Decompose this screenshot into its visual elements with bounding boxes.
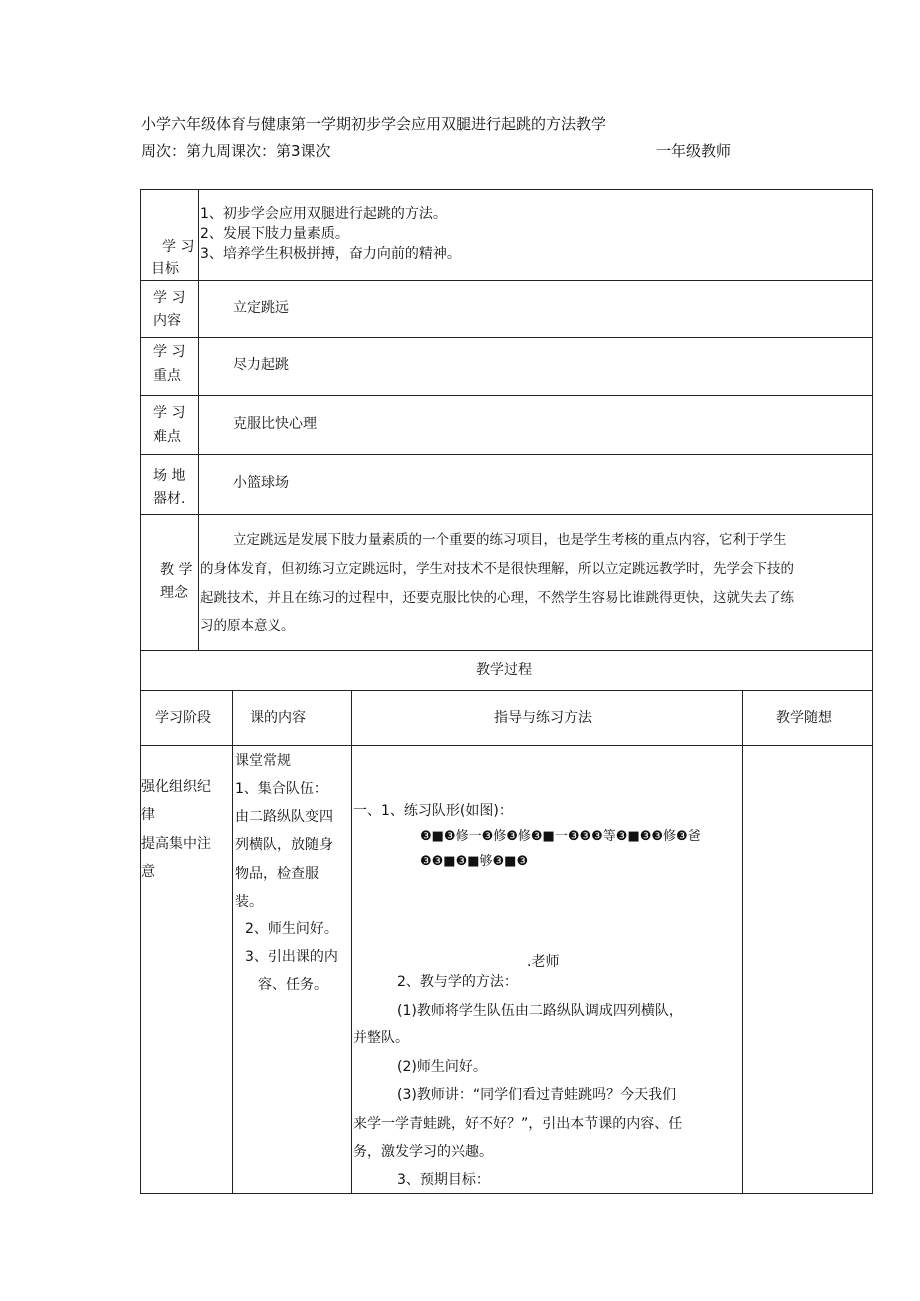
document-title: 小学六年级体育与健康第一学期初步学会应用双腿进行起跳的方法教学 bbox=[141, 115, 607, 133]
content-line: 容、任务。 bbox=[258, 977, 328, 993]
week-info: 周次：第九周课次：第3课次 bbox=[141, 142, 331, 160]
philosophy-line: 立定跳远是发展下肢力量素质的一个重要的练习项目，也是学生考核的重点内容，它利于学生 bbox=[233, 532, 787, 548]
content-line: 物品，检查服 bbox=[235, 866, 319, 882]
teacher-label: 一年级教师 bbox=[656, 142, 732, 160]
difficulty-value: 克服比快心理 bbox=[233, 416, 317, 432]
content-line: 装。 bbox=[235, 894, 263, 910]
formation-row: ❸❸■❸■够❸■❸ bbox=[420, 854, 529, 869]
objective-item: 1、初步学会应用双腿进行起跳的方法。 bbox=[200, 206, 447, 222]
stage-line: 提高集中注 bbox=[141, 836, 211, 852]
method-step: 务，激发学习的兴趣。 bbox=[353, 1144, 493, 1160]
difficulty-label-top: 学 习 bbox=[153, 405, 186, 421]
stage-line: 强化组织纪 bbox=[141, 779, 211, 795]
philosophy-line: 起跳技术，并且在练习的过程中，还要克服比快的心理，不然学生容易比谁跳得更快，这就失去了练 bbox=[200, 590, 794, 606]
method-title: 2、教与学的方法： bbox=[397, 974, 518, 990]
content-value: 立定跳远 bbox=[233, 300, 289, 316]
difficulty-label-bottom: 难点 bbox=[153, 429, 181, 445]
formation-title: 一、1、练习队形(如图)： bbox=[353, 803, 513, 819]
process-title: 教学过程 bbox=[476, 662, 532, 678]
header-stage: 学习阶段 bbox=[155, 710, 211, 726]
philosophy-line: 的身体发育，但初练习立定跳远时，学生对技术不是很快理解，所以立定跳远教学时，先学会下技的 bbox=[200, 561, 794, 577]
method-step: 并整队。 bbox=[353, 1030, 409, 1046]
expected-goal: 3、预期目标： bbox=[397, 1172, 490, 1188]
header-reflection: 教学随想 bbox=[776, 710, 832, 726]
content-line: 课堂常规 bbox=[235, 753, 291, 769]
philosophy-label-bottom: 理念 bbox=[160, 585, 188, 601]
objective-item: 3、培养学生积极拼搏，奋力向前的精神。 bbox=[200, 246, 461, 262]
content-line: 1、集合队伍： bbox=[235, 781, 328, 797]
stage-line: 律 bbox=[141, 807, 155, 823]
teacher-position-label: .老师 bbox=[527, 954, 560, 970]
method-step: (1)教师将学生队伍由二路纵队调成四列横队， bbox=[397, 1003, 683, 1019]
key-point-label-bottom: 重点 bbox=[153, 368, 181, 384]
objective-item: 2、发展下肢力量素质。 bbox=[200, 226, 349, 242]
method-step: 来学一学青蛙跳，好不好？”，引出本节课的内容、任 bbox=[353, 1116, 683, 1132]
content-line: 3、引出课的内 bbox=[245, 949, 338, 965]
header-content: 课的内容 bbox=[250, 710, 306, 726]
philosophy-label-top: 教 学 bbox=[160, 562, 193, 578]
content-line: 由二路纵队变四 bbox=[235, 809, 333, 825]
content-label-top: 学 习 bbox=[153, 290, 186, 306]
formation-row: ❸■❸修一❸修❸修❸■一❸❸❸等❸■❸❸修❸爸 bbox=[420, 829, 701, 844]
content-line: 列横队，放随身 bbox=[235, 837, 333, 853]
venue-label-bottom: 器材. bbox=[153, 491, 186, 507]
objectives-label-bottom: 目标 bbox=[151, 261, 179, 277]
stage-line: 意 bbox=[141, 864, 155, 880]
venue-label-top: 场 地 bbox=[153, 468, 186, 484]
objectives-label-top: 学 习 bbox=[162, 239, 195, 255]
method-step: (2)师生问好。 bbox=[397, 1059, 487, 1075]
venue-value: 小篮球场 bbox=[233, 475, 289, 491]
philosophy-line: 习的原本意义。 bbox=[200, 618, 295, 634]
key-point-label-top: 学 习 bbox=[153, 344, 186, 360]
content-line: 2、师生问好。 bbox=[245, 921, 338, 937]
header-method: 指导与练习方法 bbox=[494, 710, 592, 726]
content-label-bottom: 内容 bbox=[153, 313, 181, 329]
method-step: (3)教师讲：“同学们看过青蛙跳吗？今天我们 bbox=[397, 1087, 677, 1103]
key-point-value: 尽力起跳 bbox=[233, 357, 289, 373]
